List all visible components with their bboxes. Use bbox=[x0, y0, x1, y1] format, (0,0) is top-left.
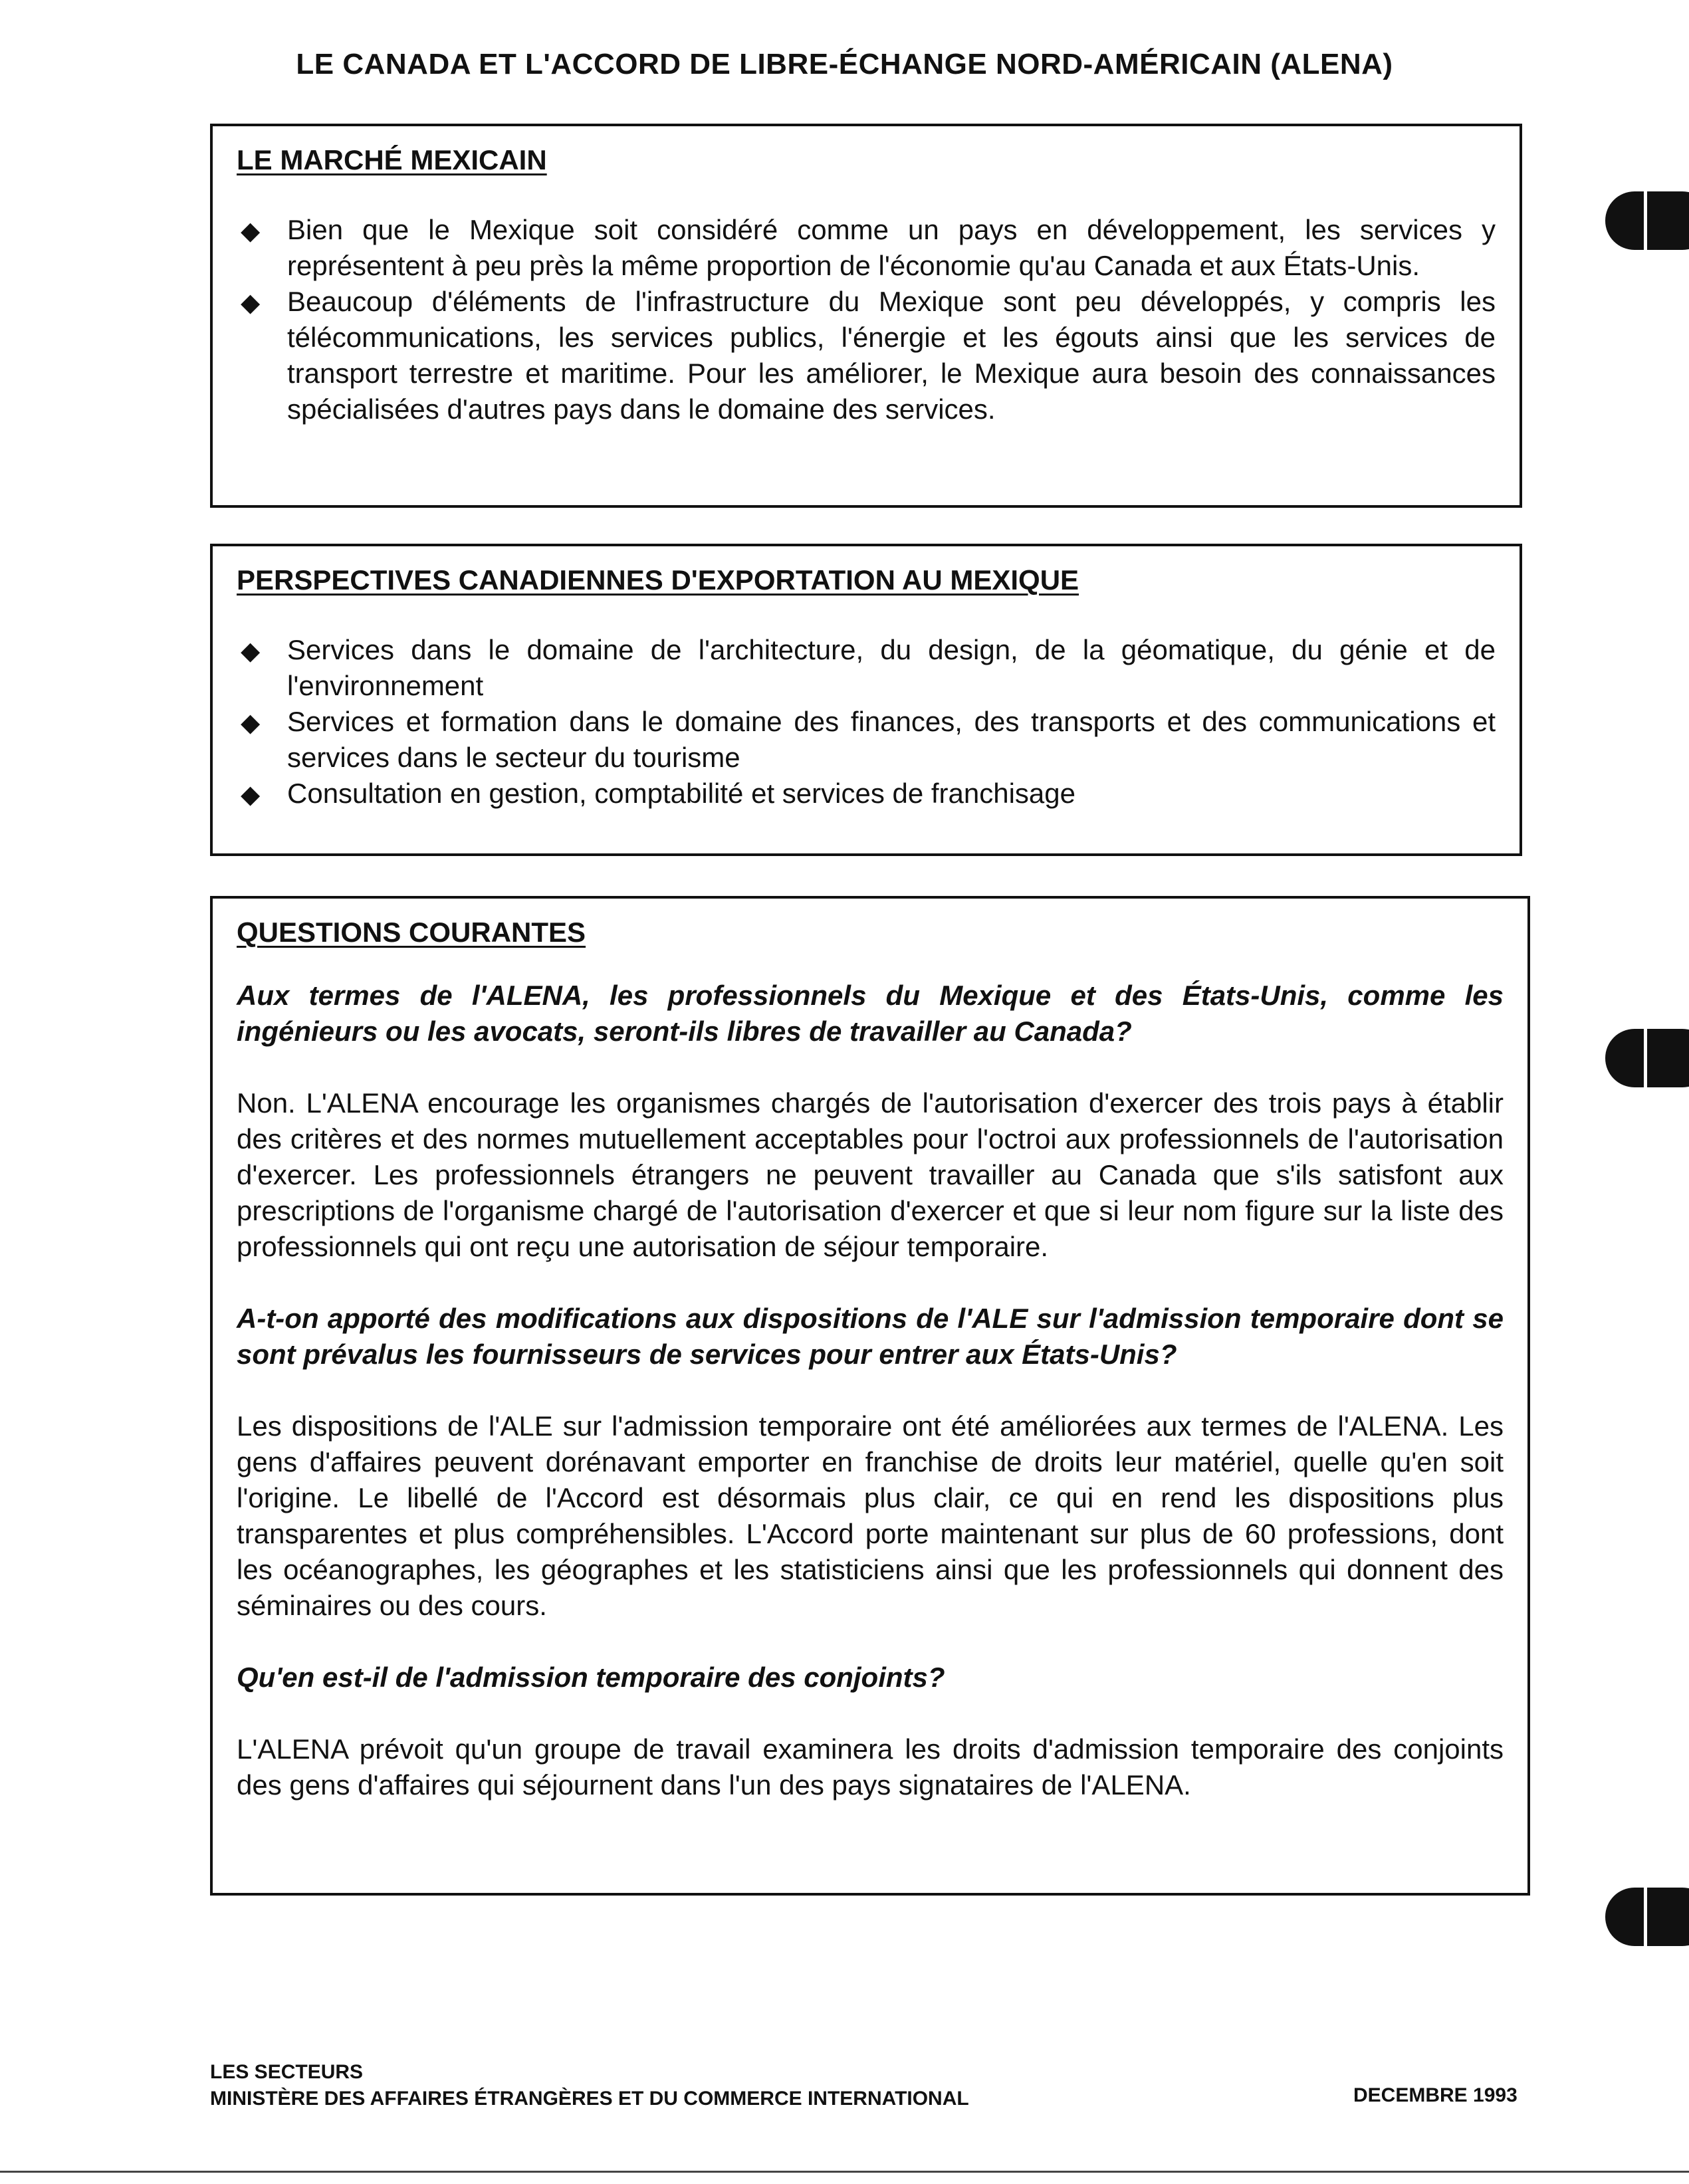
faq-question: A-t-on apporté des modifications aux dispositions de l'ALE sur l'admission temporaire dont se sont prévalus les fournisseurs de services pour entrer aux États-Unis? bbox=[237, 1302, 1504, 1370]
mexican-market-box bbox=[210, 124, 1522, 508]
faq-answer: L'ALENA prévoit qu'un groupe de travail examinera les droits d'admission temporaire des conjoints des gens d'affaires qui séjournent dans l'un des pays signataires de l'ALENA. bbox=[237, 1733, 1504, 1801]
bullet-list bbox=[237, 632, 1496, 812]
list-item-text: Beaucoup d'éléments de l'infrastructure du Mexique sont peu développés, y compris les télécommunications, les services publics, l'énergie et les égouts ainsi que les services de transport terrestre et maritime. Pour les améliorer, le Mexique aura besoin des connaissances spécialisées d'autres pays dans le domaine des services. bbox=[287, 285, 1496, 425]
export-prospects-box bbox=[210, 544, 1522, 856]
footer-series: LES SECTEURS bbox=[210, 2061, 364, 2083]
diamond-bullet-icon: ◆ bbox=[241, 637, 261, 665]
list-item bbox=[237, 284, 1496, 427]
footer-publisher bbox=[210, 2059, 969, 2112]
diamond-bullet-icon: ◆ bbox=[241, 288, 261, 317]
bullet-list bbox=[237, 212, 1496, 427]
page-title: LE CANADA ET L'ACCORD DE LIBRE-ÉCHANGE NORD-AMÉRICAIN (ALENA) bbox=[296, 48, 1393, 80]
list-item bbox=[237, 212, 1496, 284]
binder-hole-icon bbox=[1605, 1029, 1689, 1087]
list-item-text: Consultation en gestion, comptabilité et services de franchisage bbox=[287, 777, 1076, 809]
footer-date: DECEMBRE 1993 bbox=[1353, 2084, 1518, 2106]
list-item bbox=[237, 632, 1496, 704]
binder-hole-icon bbox=[1605, 191, 1689, 250]
diamond-bullet-icon: ◆ bbox=[241, 780, 261, 809]
list-item-text: Services dans le domaine de l'architecture, du design, de la géomatique, du génie et de l'environnement bbox=[287, 633, 1496, 701]
binder-hole-icon bbox=[1605, 1888, 1689, 1946]
diamond-bullet-icon: ◆ bbox=[241, 217, 261, 245]
list-item-text: Services et formation dans le domaine des finances, des transports et des communications et services dans le secteur du tourisme bbox=[287, 705, 1496, 773]
section-heading: QUESTIONS COURANTES bbox=[237, 917, 586, 948]
faq-question: Aux termes de l'ALENA, les professionnels du Mexique et des États-Unis, comme les ingénieurs ou les avocats, seront-ils libres de travailler au Canada? bbox=[237, 979, 1504, 1047]
section-heading: PERSPECTIVES CANADIENNES D'EXPORTATION AU MEXIQUE bbox=[237, 564, 1079, 596]
diamond-bullet-icon: ◆ bbox=[241, 709, 261, 737]
footer-ministry: MINISTÈRE DES AFFAIRES ÉTRANGÈRES ET DU COMMERCE INTERNATIONAL bbox=[210, 2088, 969, 2110]
list-item-text: Bien que le Mexique soit considéré comme un pays en développement, les services y représentent à peu près la même proportion de l'économie qu'au Canada et aux États-Unis. bbox=[287, 213, 1496, 281]
faq-answer: Non. L'ALENA encourage les organismes chargés de l'autorisation d'exercer des trois pays à établir des critères et des normes mutuellement acceptables pour l'octroi aux professionnels de l'autorisation d'exercer. Les professionnels étrangers ne peuvent travailler au Canada que s'ils satisfont aux prescriptions de l'organisme chargé de l'autorisation d'exercer et que si leur nom figure sur la liste des professionnels qui ont reçu une autorisation de séjour temporaire. bbox=[237, 1087, 1504, 1262]
bottom-divider bbox=[0, 2171, 1689, 2173]
common-questions-box bbox=[210, 896, 1530, 1896]
list-item bbox=[237, 776, 1496, 812]
section-heading: LE MARCHÉ MEXICAIN bbox=[237, 144, 547, 175]
faq-answer: Les dispositions de l'ALE sur l'admission temporaire ont été améliorées aux termes de l'ALENA. Les gens d'affaires peuvent dorénavant emporter en franchise de droits leur matériel, quelle qu'en soit l'origine. Le libellé de l'Accord est désormais plus clair, ce qui en rend les dispositions plus transparentes et plus compréhensibles. L'Accord porte maintenant sur plus de 60 professions, dont les océanographes, les géographes et les statisticiens ainsi que les professionnels qui donnent des séminaires ou des cours. bbox=[237, 1410, 1504, 1621]
faq-question: Qu'en est-il de l'admission temporaire des conjoints? bbox=[237, 1661, 945, 1693]
list-item bbox=[237, 704, 1496, 776]
